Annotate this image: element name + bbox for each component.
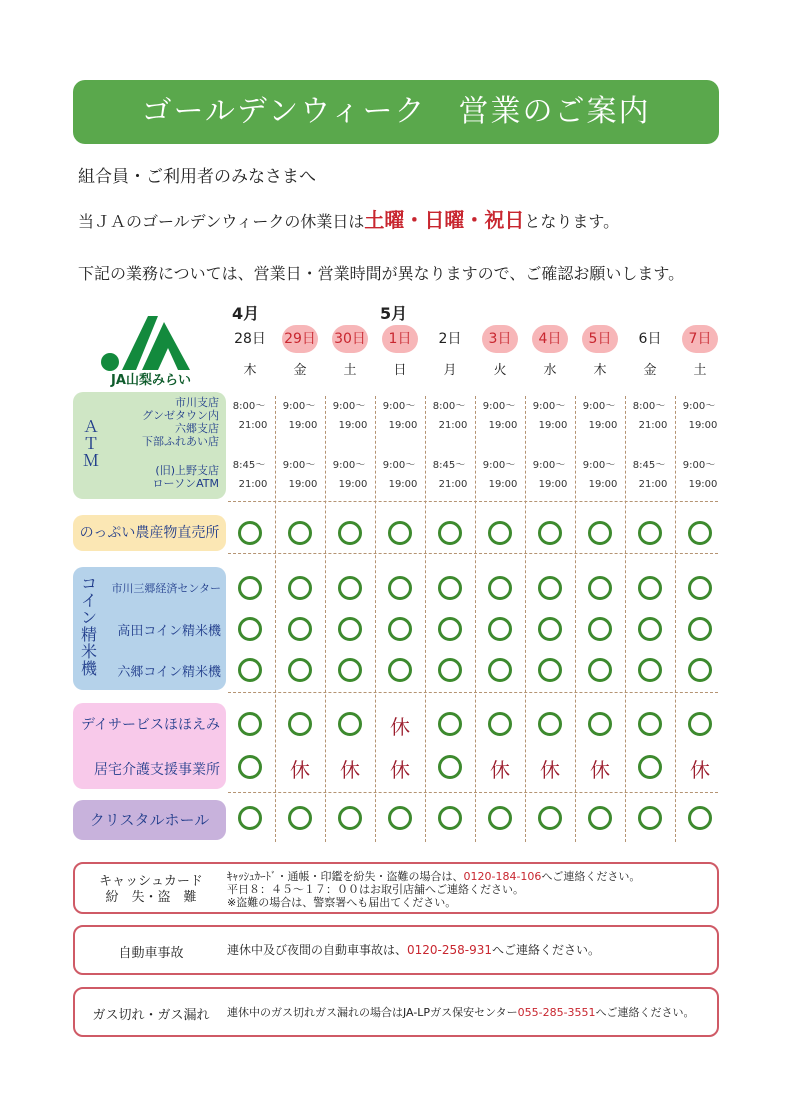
atm-open-time: 9:00～ <box>482 401 516 412</box>
open-circle-icon <box>538 521 562 545</box>
day-weekday: 木 <box>593 363 607 378</box>
row-divider <box>228 553 718 554</box>
atm-close-time: 21:00 <box>638 420 668 431</box>
open-circle-icon <box>588 658 612 682</box>
atm-close-time: 21:00 <box>238 479 268 490</box>
atm-close-time: 19:00 <box>588 479 618 490</box>
column-divider <box>425 396 426 842</box>
atm-close-time: 19:00 <box>488 479 518 490</box>
open-circle-icon <box>588 576 612 600</box>
cash-text <box>227 870 640 909</box>
takada-label: 高田コイン精米機 <box>117 624 221 639</box>
column-divider <box>275 396 276 842</box>
open-circle-icon <box>438 617 462 641</box>
cash-title-line2: 紛 失・盗 難 <box>105 890 197 905</box>
open-circle-icon <box>538 576 562 600</box>
open-circle-icon <box>338 521 362 545</box>
coin-label-char: コ <box>80 574 97 593</box>
crystal-label: クリスタルホール <box>89 811 210 829</box>
page-title-banner <box>73 80 719 144</box>
open-circle-icon <box>288 576 312 600</box>
atm-branch: 下部ふれあい店 <box>142 435 219 448</box>
open-circle-icon <box>488 712 512 736</box>
open-circle-icon <box>588 617 612 641</box>
open-circle-icon <box>238 755 262 779</box>
column-divider <box>625 396 626 842</box>
open-circle-icon <box>438 755 462 779</box>
atm-open-time: 9:00～ <box>382 401 416 412</box>
row-divider <box>228 792 718 793</box>
open-circle-icon <box>488 521 512 545</box>
day-date: 6日 <box>638 331 662 347</box>
coin-label-char: 精 <box>80 625 97 644</box>
atm-branch: ローソンATM <box>152 477 219 490</box>
open-circle-icon <box>238 521 262 545</box>
gas-text-b: へご連絡ください。 <box>595 1006 695 1019</box>
atm-open-time: 9:00～ <box>582 460 616 471</box>
open-circle-icon <box>538 806 562 830</box>
day-date: 1日 <box>382 325 418 353</box>
coin-label-char: イ <box>80 591 97 610</box>
dayservice-label: デイサービスほほえみ <box>80 717 220 733</box>
day-date: 29日 <box>282 325 318 353</box>
category-nappui <box>73 515 226 551</box>
open-circle-icon <box>538 617 562 641</box>
month-april: 4月 <box>232 304 260 323</box>
atm-open-time: 9:00～ <box>332 460 366 471</box>
open-circle-icon <box>488 658 512 682</box>
open-circle-icon <box>288 617 312 641</box>
open-circle-icon <box>388 576 412 600</box>
atm-close-time: 19:00 <box>338 420 368 431</box>
atm-close-time: 21:00 <box>438 479 468 490</box>
open-circle-icon <box>588 712 612 736</box>
month-may: 5月 <box>380 304 408 323</box>
atm-open-time: 8:00～ <box>232 401 266 412</box>
row-divider <box>228 501 718 502</box>
open-circle-icon <box>538 658 562 682</box>
open-circle-icon <box>688 712 712 736</box>
day-weekday: 日 <box>393 363 407 378</box>
cash-line1b: へご連絡ください。 <box>541 870 641 883</box>
open-circle-icon <box>288 806 312 830</box>
category-care <box>73 703 226 789</box>
notice-line: 下記の業務については、営業日・営業時間が異なりますので、ご確認お願いします。 <box>78 264 685 283</box>
ja-logo-text: JA山梨みらい <box>111 373 191 388</box>
atm-open-time: 9:00～ <box>282 460 316 471</box>
closed-mark: 休 <box>290 758 310 782</box>
atm-open-time: 9:00～ <box>582 401 616 412</box>
open-circle-icon <box>438 658 462 682</box>
atm-open-time: 8:00～ <box>632 401 666 412</box>
day-weekday: 月 <box>443 363 457 378</box>
open-circle-icon <box>238 576 262 600</box>
atm-close-time: 21:00 <box>638 479 668 490</box>
day-date: 4日 <box>532 325 568 353</box>
ichikawa-label: 市川三郷経済センター <box>111 582 221 595</box>
category-coin-rice <box>73 567 226 690</box>
open-circle-icon <box>688 576 712 600</box>
gas-phone: 055-285-3551 <box>517 1006 596 1019</box>
cash-line3: ※盗難の場合は、警察署へも届出てください。 <box>227 896 457 909</box>
car-phone: 0120-258-931 <box>407 943 493 957</box>
closed-mark: 休 <box>690 758 710 782</box>
category-atm <box>73 392 226 499</box>
holiday-line-after: となります。 <box>524 212 620 231</box>
day-date: 7日 <box>682 325 718 353</box>
atm-close-time: 19:00 <box>388 420 418 431</box>
column-divider <box>475 396 476 842</box>
cash-title-line1: キャッシュカード <box>99 874 203 889</box>
cash-line1 <box>227 870 640 883</box>
atm-label-char: Ｍ <box>82 451 99 470</box>
open-circle-icon <box>638 576 662 600</box>
column-divider <box>525 396 526 842</box>
row-divider <box>228 692 718 693</box>
open-circle-icon <box>238 806 262 830</box>
atm-close-time: 19:00 <box>688 420 718 431</box>
holiday-line-before: 当ＪＡのゴールデンウィークの休業日は <box>78 212 365 231</box>
atm-group2-list <box>153 464 219 490</box>
gas-text <box>227 1006 695 1019</box>
day-date: 5日 <box>582 325 618 353</box>
cash-title <box>81 874 221 906</box>
car-text-b: へご連絡ください。 <box>492 943 601 957</box>
cash-line1a: ｷｬｯｼｭｶｰﾄﾞ・通帳・印鑑を紛失・盗難の場合は、 <box>227 870 464 883</box>
open-circle-icon <box>438 576 462 600</box>
day-date: 2日 <box>438 331 462 347</box>
car-text-a: 連休中及び夜間の自動車事故は、 <box>227 943 408 957</box>
day-weekday: 金 <box>643 363 657 378</box>
closed-mark: 休 <box>390 758 410 782</box>
open-circle-icon <box>688 806 712 830</box>
open-circle-icon <box>338 658 362 682</box>
closed-mark: 休 <box>390 715 410 739</box>
atm-close-time: 19:00 <box>388 479 418 490</box>
closed-mark: 休 <box>340 758 360 782</box>
open-circle-icon <box>388 617 412 641</box>
open-circle-icon <box>388 806 412 830</box>
ja-logo-icon <box>96 312 206 372</box>
coin-label-char: ン <box>80 608 97 627</box>
atm-open-time: 9:00～ <box>682 401 716 412</box>
cash-phone: 0120-184-106 <box>463 870 542 883</box>
atm-close-time: 21:00 <box>438 420 468 431</box>
atm-open-time: 9:00～ <box>332 401 366 412</box>
open-circle-icon <box>638 806 662 830</box>
day-date: 3日 <box>482 325 518 353</box>
gas-text-a: 連休中のガス切れガス漏れの場合はJA-LPガス保安センター <box>227 1006 518 1019</box>
atm-close-time: 19:00 <box>288 479 318 490</box>
open-circle-icon <box>488 806 512 830</box>
notice-car-accident <box>73 925 719 975</box>
atm-group1-list <box>142 396 219 448</box>
atm-open-time: 8:45～ <box>232 460 266 471</box>
open-circle-icon <box>338 617 362 641</box>
atm-open-time: 9:00～ <box>482 460 516 471</box>
open-circle-icon <box>638 755 662 779</box>
column-divider <box>675 396 676 842</box>
atm-open-time: 9:00～ <box>682 460 716 471</box>
open-circle-icon <box>638 521 662 545</box>
open-circle-icon <box>338 576 362 600</box>
atm-branch: 六郷支店 <box>175 422 219 435</box>
open-circle-icon <box>488 617 512 641</box>
day-date: 30日 <box>332 325 368 353</box>
open-circle-icon <box>438 712 462 736</box>
atm-close-time: 19:00 <box>338 479 368 490</box>
gas-title: ガス切れ・ガス漏れ <box>92 1008 210 1023</box>
atm-label-char: Ｔ <box>82 434 99 453</box>
open-circle-icon <box>438 521 462 545</box>
atm-branch: (旧)上野支店 <box>155 464 219 477</box>
open-circle-icon <box>288 521 312 545</box>
atm-open-time: 9:00～ <box>532 460 566 471</box>
atm-branch: グンゼタウン内 <box>142 409 219 422</box>
open-circle-icon <box>638 617 662 641</box>
day-weekday: 土 <box>693 363 707 378</box>
car-text <box>227 944 600 957</box>
open-circle-icon <box>238 617 262 641</box>
open-circle-icon <box>588 806 612 830</box>
atm-open-time: 9:00～ <box>382 460 416 471</box>
car-title: 自動車事故 <box>118 946 184 961</box>
nappui-label: のっぷい農産物直売所 <box>79 525 220 541</box>
atm-label-char: Ａ <box>82 417 99 436</box>
open-circle-icon <box>238 658 262 682</box>
day-weekday: 水 <box>543 363 557 378</box>
open-circle-icon <box>338 806 362 830</box>
open-circle-icon <box>688 658 712 682</box>
atm-close-time: 19:00 <box>688 479 718 490</box>
atm-close-time: 21:00 <box>238 420 268 431</box>
atm-open-time: 9:00～ <box>282 401 316 412</box>
rokugo-label: 六郷コイン精米機 <box>117 665 221 680</box>
cash-line2: 平日８：４５～１７：００はお取引店舗へご連絡ください。 <box>227 883 524 896</box>
atm-open-time: 9:00～ <box>532 401 566 412</box>
greeting: 組合員・ご利用者のみなさまへ <box>78 167 316 187</box>
atm-open-time: 8:00～ <box>432 401 466 412</box>
atm-close-time: 19:00 <box>488 420 518 431</box>
atm-vertical-label <box>81 418 101 469</box>
open-circle-icon <box>488 576 512 600</box>
notice-cash-card <box>73 862 719 914</box>
open-circle-icon <box>588 521 612 545</box>
coin-vertical-label <box>79 575 99 677</box>
kyotaku-label: 居宅介護支援事業所 <box>94 762 220 778</box>
open-circle-icon <box>288 712 312 736</box>
coin-label-char: 機 <box>80 659 97 678</box>
day-weekday: 金 <box>293 363 307 378</box>
open-circle-icon <box>688 617 712 641</box>
open-circle-icon <box>388 658 412 682</box>
column-divider <box>375 396 376 842</box>
open-circle-icon <box>388 521 412 545</box>
atm-branch: 市川支店 <box>175 396 219 409</box>
column-divider <box>575 396 576 842</box>
atm-open-time: 8:45～ <box>432 460 466 471</box>
holiday-line <box>78 204 619 233</box>
coin-label-char: 米 <box>80 642 97 661</box>
open-circle-icon <box>288 658 312 682</box>
atm-close-time: 19:00 <box>538 479 568 490</box>
open-circle-icon <box>638 712 662 736</box>
holiday-line-highlight: 土曜・日曜・祝日 <box>364 208 525 232</box>
notice-gas <box>73 987 719 1037</box>
column-divider <box>325 396 326 842</box>
closed-mark: 休 <box>590 758 610 782</box>
closed-mark: 休 <box>490 758 510 782</box>
atm-close-time: 19:00 <box>588 420 618 431</box>
atm-open-time: 8:45～ <box>632 460 666 471</box>
open-circle-icon <box>638 658 662 682</box>
day-weekday: 木 <box>243 363 257 378</box>
day-weekday: 土 <box>343 363 357 378</box>
open-circle-icon <box>688 521 712 545</box>
page-title: ゴールデンウィーク 営業のご案内 <box>141 94 651 129</box>
atm-close-time: 19:00 <box>288 420 318 431</box>
day-weekday: 火 <box>493 363 507 378</box>
open-circle-icon <box>438 806 462 830</box>
category-crystal <box>73 800 226 840</box>
open-circle-icon <box>238 712 262 736</box>
atm-close-time: 19:00 <box>538 420 568 431</box>
open-circle-icon <box>338 712 362 736</box>
day-date: 28日 <box>234 331 266 347</box>
open-circle-icon <box>538 712 562 736</box>
closed-mark: 休 <box>540 758 560 782</box>
